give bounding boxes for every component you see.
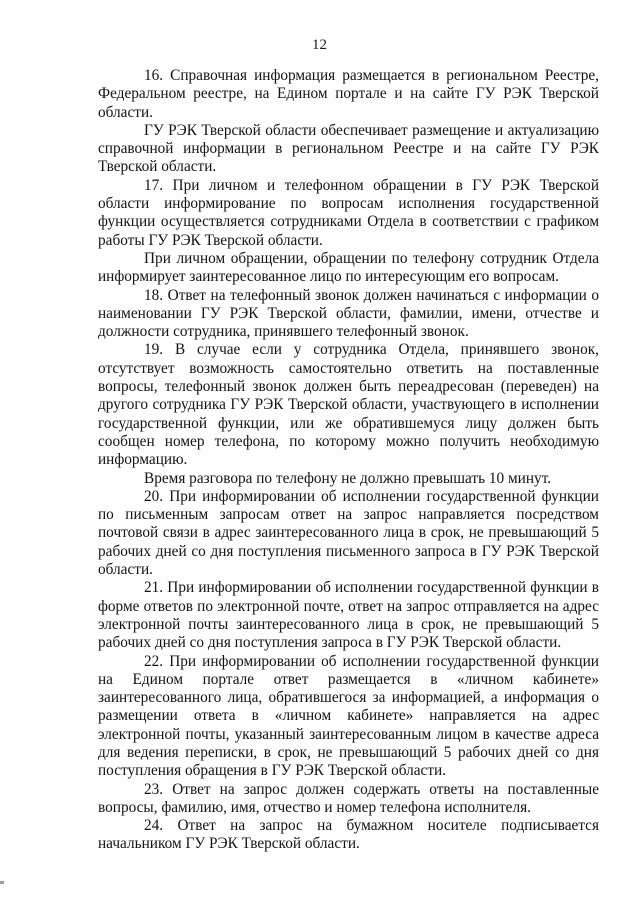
paragraph-19-continued: Время разговора по телефону не должно превышать 10 минут. — [144, 469, 552, 487]
paragraph-20: 20. При информировании об исполнении государственной функции по письменным запросам ответ на запрос направляется посредством почтовой связи в адрес заинтересованного лица в срок, не превышающий 5 рабочих дней со дня поступления письменного запроса в ГУ РЭК Тверской области. — [98, 487, 599, 579]
scan-edge-mark — [0, 881, 4, 884]
paragraph-17-continued: При личном обращении, обращении по телефону сотрудник Отдела информирует заинтересованное лицо по интересующим его вопросам. — [98, 249, 599, 286]
paragraph-22: 22. При информировании об исполнении государственной функции на Едином портале ответ размещается в «личном кабинете» заинтересованного лица, обратившегося за информацией, а информация о размещении ответа в «личном кабинете» направляется на адрес электронной почты, указанный заинтересованным лицом в качестве адреса для ведения переписки, в срок, не превышающий 5 рабочих дней со дня поступления обращения в ГУ РЭК Тверской области. — [98, 652, 599, 780]
page-number: 12 — [312, 37, 327, 53]
paragraph-18: 18. Ответ на телефонный звонок должен начинаться с информации о наименовании ГУ РЭК Тверской области, фамилии, имени, отчестве и должности сотрудника, принявшего телефонный звонок. — [98, 286, 599, 341]
document-body — [98, 67, 599, 854]
paragraph-23: 23. Ответ на запрос должен содержать ответы на поставленные вопросы, фамилию, имя, отчество и номер телефона исполнителя. — [98, 780, 599, 816]
paragraph-16-continued: ГУ РЭК Тверской области обеспечивает размещение и актуализацию справочной информации в региональном Реестре и на сайте ГУ РЭК Тверской области. — [98, 121, 599, 176]
paragraph-17: 17. При личном и телефонном обращении в ГУ РЭК Тверской области информирование по вопросам исполнения государственной функции осуществляется сотрудниками Отдела в соответствии с графиком работы ГУ РЭК Тверской области. — [98, 176, 599, 249]
paragraph-19: 19. В случае если у сотрудника Отдела, принявшего звонок, отсутствует возможность самостоятельно ответить на поставленные вопросы, телефонный звонок должен быть переадресован (переведен) на другого сотрудника ГУ РЭК Тверской области, участвующего в исполнении государственной функции, или же обратившемуся лицу должен быть сообщен номер телефона, по которому можно получить необходимую информацию. — [98, 341, 599, 469]
paragraph-24: 24. Ответ на запрос на бумажном носителе подписывается начальником ГУ РЭК Тверской области. — [98, 817, 599, 853]
paragraph-21: 21. При информировании об исполнении государственной функции в форме ответов по электронной почте, ответ на запрос отправляется на адрес электронной почты заинтересованного лица в срок, не превышающий 5 рабочих дней со дня поступления запроса в ГУ РЭК Тверской области. — [98, 579, 599, 652]
paragraph-16: 16. Справочная информация размещается в региональном Реестре, Федеральном реестре, на Едином портале и на сайте ГУ РЭК Тверской области. — [98, 67, 599, 121]
